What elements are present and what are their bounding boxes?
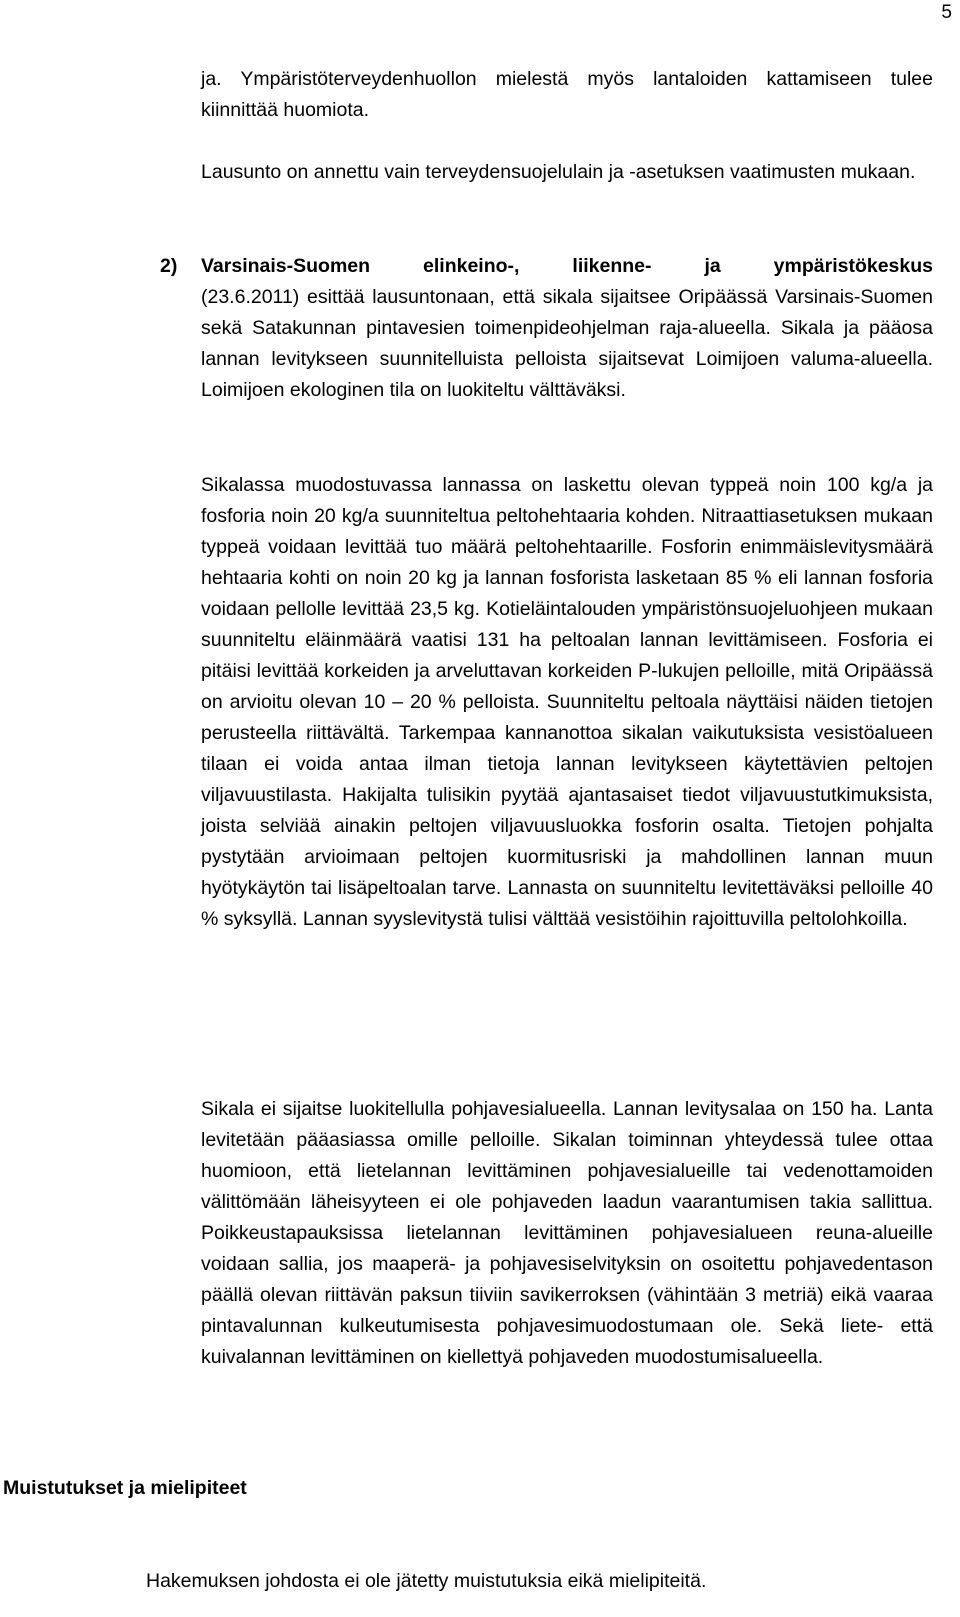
section-heading-2 (160, 251, 933, 282)
footer-note: Hakemuksen johdosta ei ole jätetty muistutuksia eikä mielipiteitä. (146, 1570, 707, 1592)
page-number: 5 (941, 2, 952, 23)
paragraph-fosfori: Sikalassa muodostuvassa lannassa on laskettu olevan typpeä noin 100 kg/a ja fosforia noin 20 kg/a suunniteltua peltohehtaaria kohden. Nitraattiasetuksen mukaan typpeä voidaan levittää tuo määrä peltohehtaarille. Fosforin enimmäislevitysmäärä hehtaaria kohti on noin 20 kg ja lannan fosforista lasketaan 85 % eli lannan fosforia voidaan pellolle levittää 23,5 kg. Kotieläintalouden ympäristönsuojeluohjeen mukaan suunniteltu eläinmäärä vaatisi 131 ha peltoalan lannan levittämiseen. Fosforia ei pitäisi levittää korkeiden ja arveluttavan korkeiden P-lukujen pelloille, mitä Oripäässä on arvioitu olevan 10 – 20 % pelloista. Suunniteltu peltoala näyttäisi näiden tietojen perusteella riittävältä. Tarkempaa kannanottoa sikalan vaikutuksista vesistöalueen tilaan ei voida antaa ilman tietoja lannan levitykseen käytettävien peltojen viljavuustilasta. Hakijalta tulisikin pyytää ajantasaiset tiedot viljavuustutkimuksista, joista selviää ainakin peltojen viljavuusluokka fosforin osalta. Tietojen pohjalta pystytään arvioimaan peltojen kuormitusriski ja mahdollinen lannan muun hyötykäytön tai lisäpeltoalan tarve. Lannasta on suunniteltu levitettäväksi pelloille 40 % syksyllä. Lannan syyslevitystä tulisi välttää vesistöihin rajoittuvilla peltolohkoilla. (201, 474, 933, 930)
paragraph-ely-statement: (23.6.2011) esittää lausuntonaan, että sikala sijaitsee Oripäässä Varsinais-Suomen sekä Satakunnan pintavesien toimenpideohjelman raja-alueella. Sikala ja pääosa lannan levitykseen suunnitelluista pelloista sijaitsevat Loimijoen valuma-alueella. Loimijoen ekologinen tila on luokiteltu välttäväksi. (201, 286, 933, 401)
paragraph-pohjavesi: Sikala ei sijaitse luokitellulla pohjavesialueella. Lannan levitysalaa on 150 ha. Lanta levitetään pääasiassa omille pelloille. Sikalan toiminnan yhteydessä tulee ottaa huomioon, että lietelannan levittäminen pohjavesialueille tai vedenottamoiden välittömään läheisyyteen ei ole pohjaveden laadun vaarantumisen takia sallittua. Poikkeustapauksissa lietelannan levittäminen pohjavesialueen reuna-alueille voidaan sallia, jos maaperä- ja pohjavesiselvityksin on osoitettu pohjavedentason päällä olevan riittävän paksun tiiviin savikerroksen (vähintään 3 metriä) eikä vaaraa pintavalunnan kulkeutumisesta pohjavesimuodostumaan ole. Sekä liete- että kuivalannan levittäminen on kiellettyä pohjaveden muodostumisalueella. (201, 1098, 933, 1368)
section-title: Varsinais-Suomen elinkeino-, liikenne- ja ympäristökeskus (201, 255, 933, 277)
paragraph-lantalat: ja. Ympäristöterveydenhuollon mielestä myös lantaloiden kattamiseen tulee kiinnittää huomiota. (201, 68, 933, 121)
section-number: 2) (160, 255, 178, 277)
paragraph-lausunto-note: Lausunto on annettu vain terveydensuojelulain ja -asetuksen vaatimusten mukaan. (201, 161, 916, 183)
side-heading-muistutukset: Muistutukset ja mielipiteet (3, 1477, 247, 1499)
